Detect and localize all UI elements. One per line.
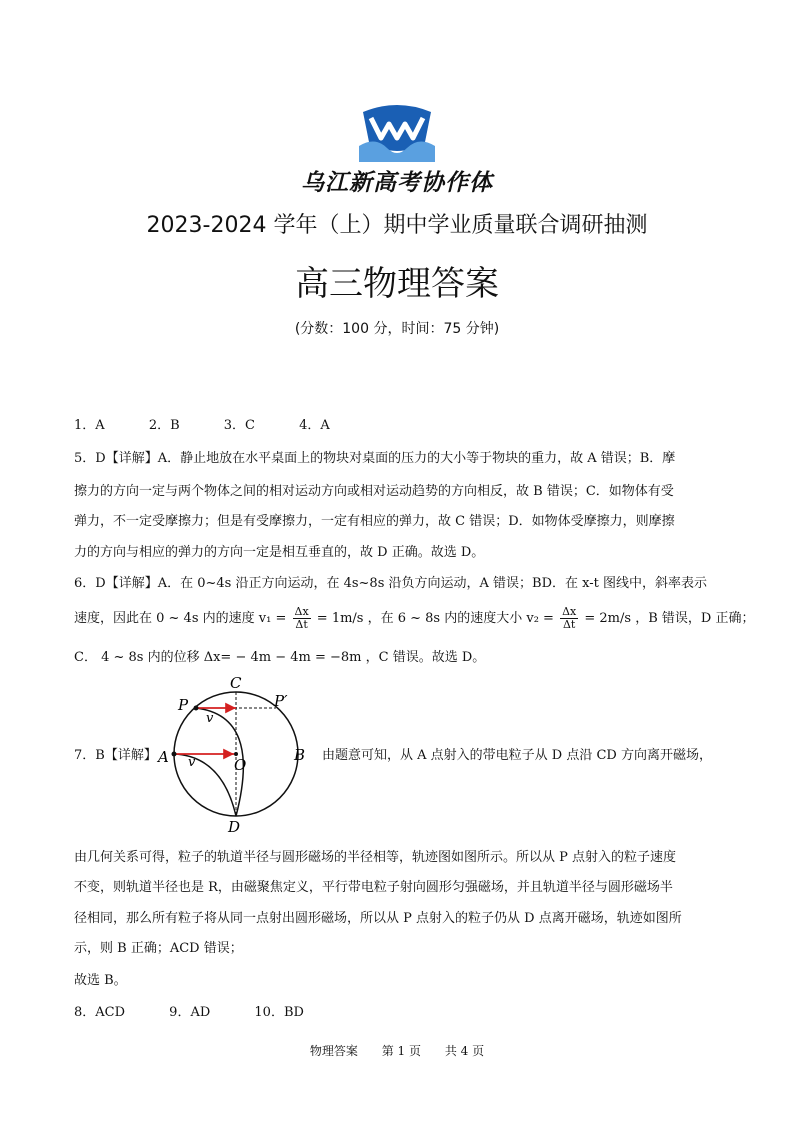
label-d: D <box>228 818 241 836</box>
q6-text-c: = 2m/s ，B 错误，D 正确； <box>584 611 755 626</box>
velocity-fraction-2 <box>560 606 578 631</box>
answer-9: 9．AD <box>169 1005 211 1020</box>
answer-4: 4．A <box>299 418 330 433</box>
q7-line-5: 示，则 B 正确；ACD 错误； <box>74 941 243 956</box>
label-c: C <box>230 674 242 692</box>
q5-line-1: 5．D【详解】A．静止地放在水平桌面上的物块对桌面的压力的大小等于物块的重力，故 A 错误；B．摩 <box>74 451 676 466</box>
q7-line-6: 故选 B。 <box>74 973 127 988</box>
q5-line-2: 擦力的方向一定与两个物体之间的相对运动方向或相对运动趋势的方向相反，故 B 错误；C．如物体有受 <box>74 484 674 499</box>
q6-line-2 <box>74 605 755 632</box>
exam-title: 2023-2024 学年（上）期中学业质量联合调研抽测 <box>146 213 648 238</box>
q6-text-a: 速度，因此在 0 ~ 4s 内的速度 v₁ = <box>74 611 287 626</box>
answers-1-4 <box>74 416 724 436</box>
q6-line-1: 6．D【详解】A．在 0~4s 沿正方向运动，在 4s~8s 沿负方向运动，A 错误；BD．在 x-t 图线中，斜率表示 <box>74 576 707 591</box>
footer-subject: 物理答案 <box>309 1044 358 1058</box>
answer-8: 8．ACD <box>74 1005 126 1020</box>
fraction-denominator: Δt <box>295 618 308 631</box>
q7-intro: 7．B【详解】 <box>74 748 157 763</box>
q5-line-4: 力的方向与相应的弹力的方向一定是相互垂直的，故 D 正确。故选 D。 <box>74 545 485 560</box>
label-v-top: v <box>206 711 214 726</box>
q7-line-4: 径相同，那么所有粒子将从同一点射出圆形磁场，所以从 P 点射入的粒子仍从 D 点离开磁场，轨迹如图所 <box>74 911 682 926</box>
exam-meta: (分数：100 分，时间：75 分钟) <box>294 321 500 337</box>
trajectory-a <box>174 754 236 816</box>
fraction-numerator: Δx <box>294 605 309 618</box>
fraction-denominator: Δt <box>562 618 576 631</box>
magnetic-field-diagram <box>150 670 310 838</box>
answer-3: 3．C <box>223 418 255 433</box>
q7-line-3: 不变，则轨道半径也是 R，由磁聚焦定义，平行带电粒子射向圆形匀强磁场，并且轨道半径与圆形磁场半 <box>74 880 673 895</box>
footer-total: 共 4 页 <box>444 1044 485 1058</box>
answers-8-10 <box>74 1003 724 1023</box>
answer-10: 10．BD <box>254 1005 304 1020</box>
label-p-prime: P′ <box>274 692 288 710</box>
q6-line-3: C． 4 ~ 8s 内的位移 Δx= − 4m − 4m = −8m ，C 错误。故选 D。 <box>74 650 486 665</box>
logo-icon <box>355 102 439 164</box>
label-v-mid: v <box>188 755 196 770</box>
footer-page: 第 1 页 <box>381 1044 421 1058</box>
label-a: A <box>158 748 169 766</box>
label-b: B <box>294 746 306 764</box>
page-title: 高三物理答案 <box>295 264 499 304</box>
q7-text-after-diagram: 由题意可知，从 A 点射入的带电粒子从 D 点沿 CD 方向离开磁场， <box>322 748 712 763</box>
q7-line-2: 由几何关系可得，粒子的轨道半径与圆形磁场的半径相等，轨迹图如图所示。所以从 P 点射入的粒子速度 <box>74 850 677 865</box>
answer-2: 2．B <box>148 418 180 433</box>
fraction-numerator: Δx <box>562 605 577 618</box>
org-name: 乌江新高考协作体 <box>301 170 493 196</box>
label-o: O <box>234 756 247 774</box>
q5-line-3: 弹力，不一定受摩擦力；但是有受摩擦力，一定有相应的弹力，故 C 错误；D．如物体受摩擦力，则摩擦 <box>74 514 675 529</box>
page-footer <box>0 1042 794 1059</box>
velocity-fraction-1 <box>293 606 311 631</box>
q6-text-b: = 1m/s ，在 6 ~ 8s 内的速度大小 v₂ = <box>316 611 554 626</box>
answer-1: 1．A <box>74 418 105 433</box>
label-p: P <box>178 696 189 714</box>
